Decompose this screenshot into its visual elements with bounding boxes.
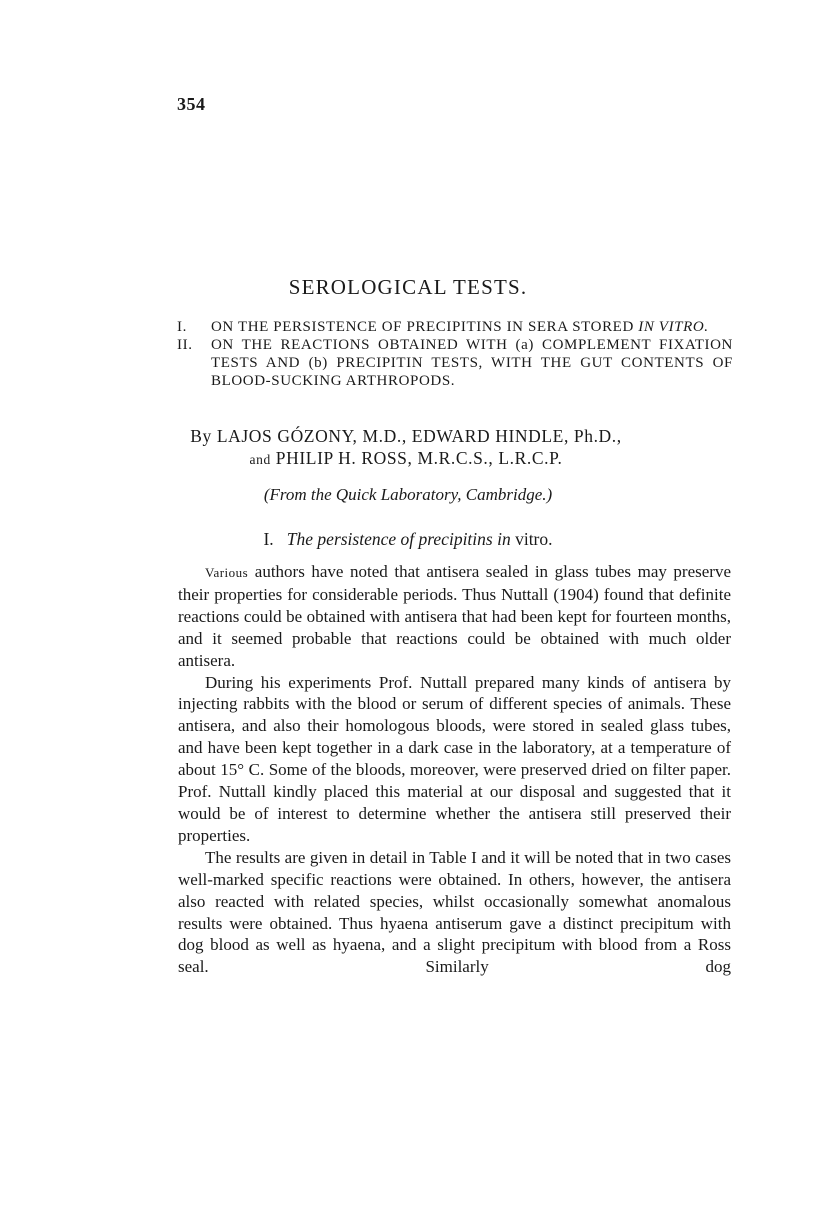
byline-authors-2: PHILIP H. ROSS, M.R.C.S., L.R.C.P. [275,448,563,468]
section-title: The persistence of precipitins in [286,529,511,549]
affiliation: (From the Quick Laboratory, Cambridge.) [263,485,553,504]
byline-line-2 [0,446,814,472]
section-heading [0,529,816,550]
subtitle-text: ON THE REACTIONS OBTAINED WITH (a) COMPLEMENT FIXATION TESTS AND (b) PRECIPITIN TESTS, WITH THE GUT CONTENTS OF BLOOD-SUCKING ARTHROPODS. [211,337,733,389]
paragraph [178,561,731,672]
paragraph-text: During his experiments Prof. Nuttall prepared many kinds of antisera by injecting rabbits with the blood or serum of different species of animals. These antisera, and also their homologous bloods, were stored in sealed glass tubes, and have been kept together in a dark case in the laboratory, at a temperature of about 15° C. Some of the bloods, moreover, were preserved dried on filter paper. Prof. Nuttall kindly placed this material at our disposal and suggested that it would be of interest to determine whether the antisera still preserved their properties. [178,672,731,845]
paragraph-text: authors have noted that antisera sealed in glass tubes may preserve their properties for considerable periods. Thus Nuttall (1904) found that definite reactions could be obtained with antisera that had been kept for fourteen months, and it seemed probable that reactions could be obtained with much older antisera. [178,562,731,670]
byline-line-1 [0,424,814,448]
paragraph [178,847,731,978]
section-number: I. [263,529,274,549]
subtitle-number: II. [177,337,193,353]
subtitle-text-roman: ON THE PERSISTENCE OF PRECIPITINS IN SERA STORED [211,319,634,335]
paragraph-lead: Various [205,565,249,580]
section-title-roman: vitro. [515,529,553,549]
byline-by: By [190,426,212,446]
paragraph-text: The results are given in detail in Table I and it will be noted that in two cases well-marked specific reactions were obtained. In others, however, the antisera also reacted with related species, whilst occasionally somewhat anomalous results were obtained. Thus hyaena antiserum gave a distinct precipitum with dog blood as well as hyaena, and a slight precipitum with blood from a Ross seal. Similarly dog [178,847,731,977]
article-subtitles [177,318,733,390]
subtitle-part-1 [177,318,733,336]
page-number: 354 [177,94,206,114]
article-title: SEROLOGICAL TESTS. [288,275,528,299]
body-text [178,561,731,978]
byline-authors-1: LAJOS GÓZONY, M.D., EDWARD HINDLE, Ph.D., [216,426,622,446]
subtitle-part-2 [177,336,733,390]
byline-and: and [249,452,271,467]
subtitle-number: I. [177,319,187,335]
paragraph [178,672,731,847]
subtitle-text-italic: IN VITRO. [638,319,709,335]
subtitle-text [211,318,733,336]
